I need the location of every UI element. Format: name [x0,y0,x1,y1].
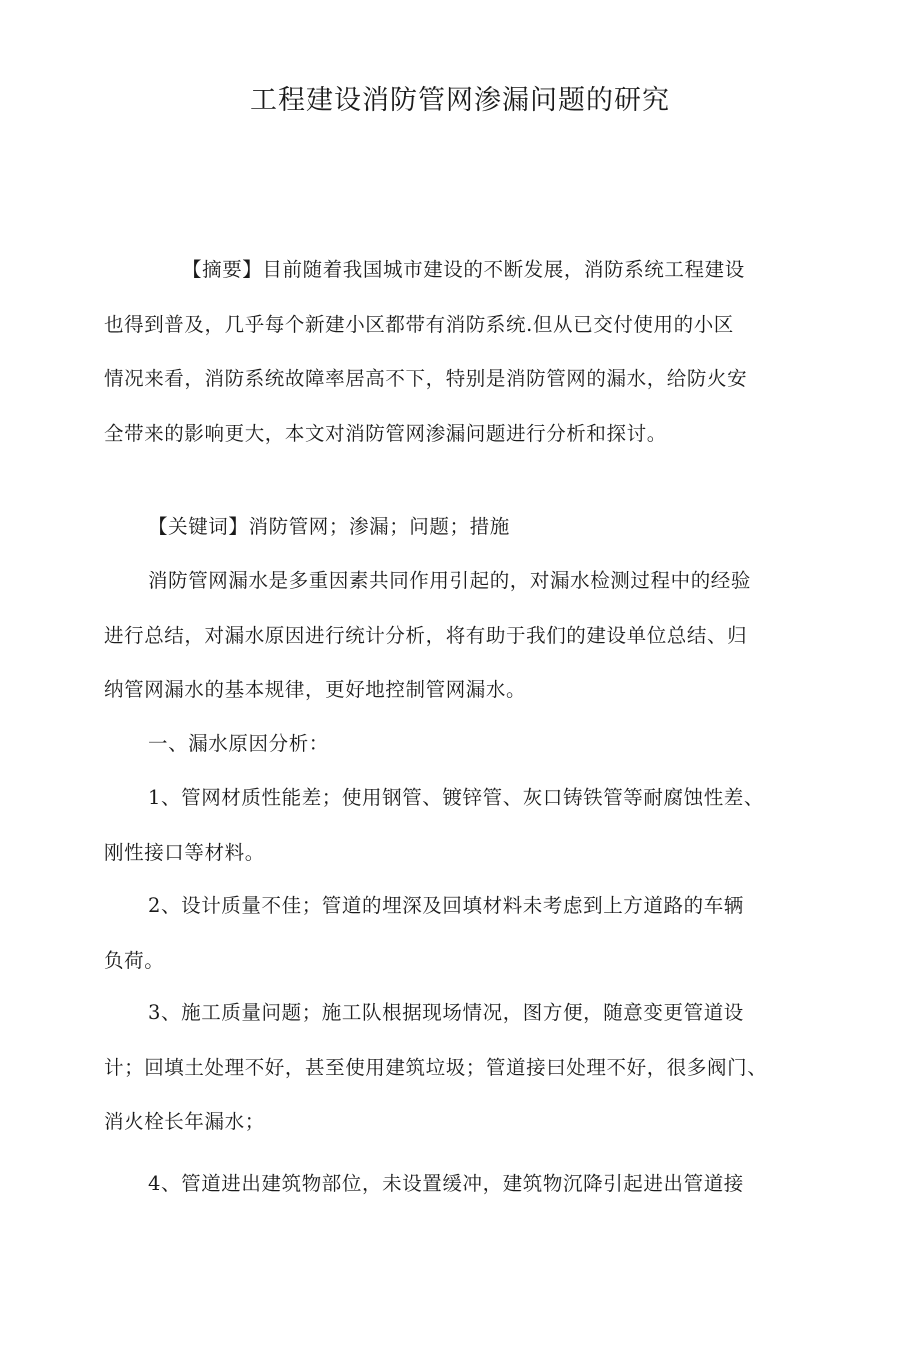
item-3-line: 3、施工质量问题；施工队根据现场情况，图方便，随意变更管道设 [148,1001,744,1024]
item-3-line: 计；回填土处理不好，甚至使用建筑垃圾；管道接曰处理不好，很多阀门、 [104,1055,768,1079]
item-3-paragraph [104,986,824,1150]
abstract-paragraph [104,243,824,461]
abstract-line: 全带来的影响更大，本文对消防管网渗漏问题进行分析和探讨。 [104,421,667,445]
section1-heading: 一、漏水原因分析： [148,732,329,755]
section-heading [104,717,824,772]
abstract-line: 也得到普及，几乎每个新建小区都带有消防系统.但从已交付使用的小区 [104,312,734,336]
item-2-line: 2、设计质量不佳；管道的埋深及回填材料未考虑到上方道路的车辆 [148,894,744,917]
document-title: 工程建设消防管网渗漏问题的研究 [250,85,670,116]
abstract-line: 【摘要】目前随着我国城市建设的不断发展，消防系统工程建设 [182,258,745,281]
intro-line: 进行总结，对漏水原因进行统计分析，将有助于我们的建设单位总结、归 [104,623,748,647]
item-4-paragraph [104,1157,824,1212]
abstract-line: 情况来看，消防系统故障率居高不下，特别是消防管网的漏水，给防火安 [104,367,748,390]
item-4-line: 4、管道进出建筑物部位，未设置缓冲，建筑物沉降引起进出管道接 [148,1172,744,1195]
intro-paragraph [104,554,824,718]
item-2-paragraph [104,879,824,988]
keywords-paragraph [104,500,824,555]
keywords-line: 【关键词】消防管网；渗漏；问题；措施 [148,515,510,538]
item-3-line: 消火栓长年漏水； [104,1110,265,1133]
item-2-line: 负荷。 [104,948,165,972]
intro-line: 消防管网漏水是多重因素共同作用引起的，对漏水检测过程中的经验 [148,569,752,592]
item-1-line: 1、管网材质性能差；使用钢管、镀锌管、灰口铸铁管等耐腐蚀性差、 [148,786,765,809]
intro-line: 纳管网漏水的基本规律，更好地控制管网漏水。 [104,678,527,701]
item-1-paragraph [104,771,824,880]
item-1-line: 刚性接口等材料。 [104,840,265,864]
